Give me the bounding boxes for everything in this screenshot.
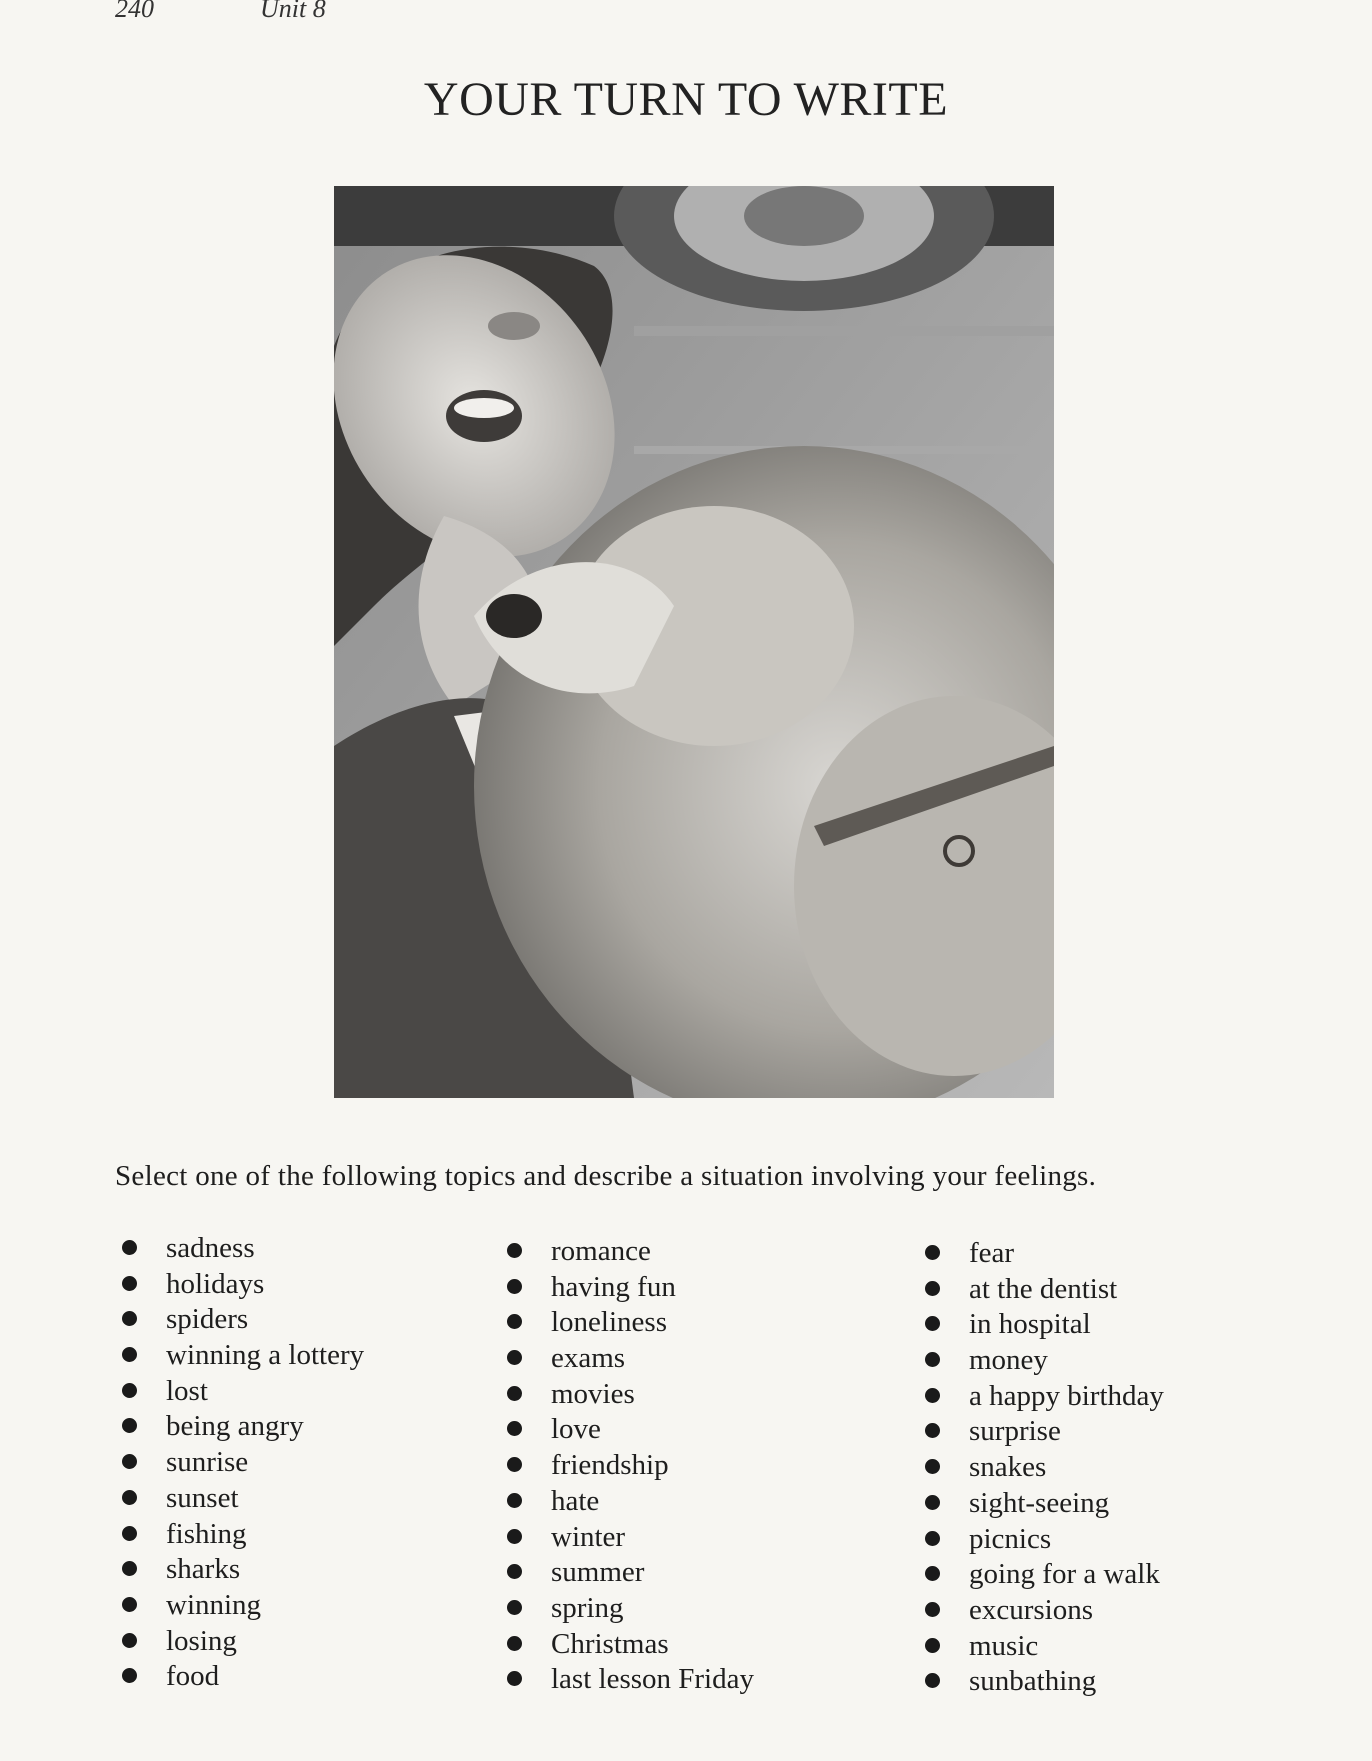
list-item: money xyxy=(925,1342,1164,1378)
bullet-icon xyxy=(122,1276,137,1291)
list-item: love xyxy=(507,1411,754,1447)
bullet-icon xyxy=(507,1671,522,1686)
list-item: romance xyxy=(507,1233,754,1269)
bullet-icon xyxy=(507,1279,522,1294)
bullet-icon xyxy=(507,1243,522,1258)
bullet-icon xyxy=(507,1457,522,1472)
list-item: spring xyxy=(507,1590,754,1626)
bullet-icon xyxy=(925,1281,940,1296)
list-item: exams xyxy=(507,1340,754,1376)
topic-list-column-1 xyxy=(122,1230,364,1694)
bullet-icon xyxy=(925,1638,940,1653)
list-item: sunbathing xyxy=(925,1663,1164,1699)
list-item: sight-seeing xyxy=(925,1485,1164,1521)
list-item: winter xyxy=(507,1519,754,1555)
bullet-icon xyxy=(925,1316,940,1331)
bullet-icon xyxy=(925,1388,940,1403)
bullet-icon xyxy=(925,1495,940,1510)
instruction-text: Select one of the following topics and describe a situation involving your feelings. xyxy=(115,1160,1097,1192)
photo-girl-with-dog-icon xyxy=(334,186,1054,1098)
bullet-icon xyxy=(507,1314,522,1329)
list-item: surprise xyxy=(925,1413,1164,1449)
list-item: at the dentist xyxy=(925,1271,1164,1307)
list-item: picnics xyxy=(925,1521,1164,1557)
list-item: music xyxy=(925,1628,1164,1664)
list-item: losing xyxy=(122,1623,364,1659)
bullet-icon xyxy=(122,1526,137,1541)
list-item: sunrise xyxy=(122,1444,364,1480)
list-item: summer xyxy=(507,1554,754,1590)
bullet-icon xyxy=(925,1459,940,1474)
list-item: friendship xyxy=(507,1447,754,1483)
bullet-icon xyxy=(507,1636,522,1651)
bullet-icon xyxy=(925,1531,940,1546)
bullet-icon xyxy=(507,1493,522,1508)
bullet-icon xyxy=(507,1564,522,1579)
list-item: a happy birthday xyxy=(925,1378,1164,1414)
bullet-icon xyxy=(122,1597,137,1612)
bullet-icon xyxy=(925,1602,940,1617)
list-item: fear xyxy=(925,1235,1164,1271)
list-item: loneliness xyxy=(507,1304,754,1340)
page-number: 240 xyxy=(115,0,154,23)
list-item: fishing xyxy=(122,1516,364,1552)
unit-label: Unit 8 xyxy=(260,0,326,23)
bullet-icon xyxy=(122,1240,137,1255)
bullet-icon xyxy=(925,1423,940,1438)
bullet-icon xyxy=(122,1311,137,1326)
bullet-icon xyxy=(122,1454,137,1469)
bullet-icon xyxy=(122,1418,137,1433)
list-item: movies xyxy=(507,1376,754,1412)
list-item: going for a walk xyxy=(925,1556,1164,1592)
list-item: holidays xyxy=(122,1266,364,1302)
list-item: being angry xyxy=(122,1408,364,1444)
list-item: sharks xyxy=(122,1551,364,1587)
bullet-icon xyxy=(507,1600,522,1615)
bullet-icon xyxy=(122,1668,137,1683)
bullet-icon xyxy=(507,1386,522,1401)
bullet-icon xyxy=(122,1561,137,1576)
topic-list-column-3 xyxy=(925,1235,1164,1699)
list-item: in hospital xyxy=(925,1306,1164,1342)
list-item: having fun xyxy=(507,1269,754,1305)
bullet-icon xyxy=(925,1566,940,1581)
photo xyxy=(334,186,1054,1098)
list-item: hate xyxy=(507,1483,754,1519)
bullet-icon xyxy=(925,1673,940,1688)
list-item: last lesson Friday xyxy=(507,1661,754,1697)
list-item: sunset xyxy=(122,1480,364,1516)
bullet-icon xyxy=(122,1633,137,1648)
list-item: Christmas xyxy=(507,1626,754,1662)
bullet-icon xyxy=(507,1421,522,1436)
list-item: food xyxy=(122,1658,364,1694)
list-item: excursions xyxy=(925,1592,1164,1628)
page-header xyxy=(115,0,326,24)
bullet-icon xyxy=(925,1352,940,1367)
bullet-icon xyxy=(507,1529,522,1544)
bullet-icon xyxy=(122,1490,137,1505)
page-title: YOUR TURN TO WRITE xyxy=(423,73,949,126)
bullet-icon xyxy=(507,1350,522,1365)
topic-list-column-2 xyxy=(507,1233,754,1697)
bullet-icon xyxy=(122,1383,137,1398)
bullet-icon xyxy=(925,1245,940,1260)
list-item: sadness xyxy=(122,1230,364,1266)
list-item: spiders xyxy=(122,1301,364,1337)
list-item: lost xyxy=(122,1373,364,1409)
list-item: winning xyxy=(122,1587,364,1623)
list-item: snakes xyxy=(925,1449,1164,1485)
list-item: winning a lottery xyxy=(122,1337,364,1373)
bullet-icon xyxy=(122,1347,137,1362)
